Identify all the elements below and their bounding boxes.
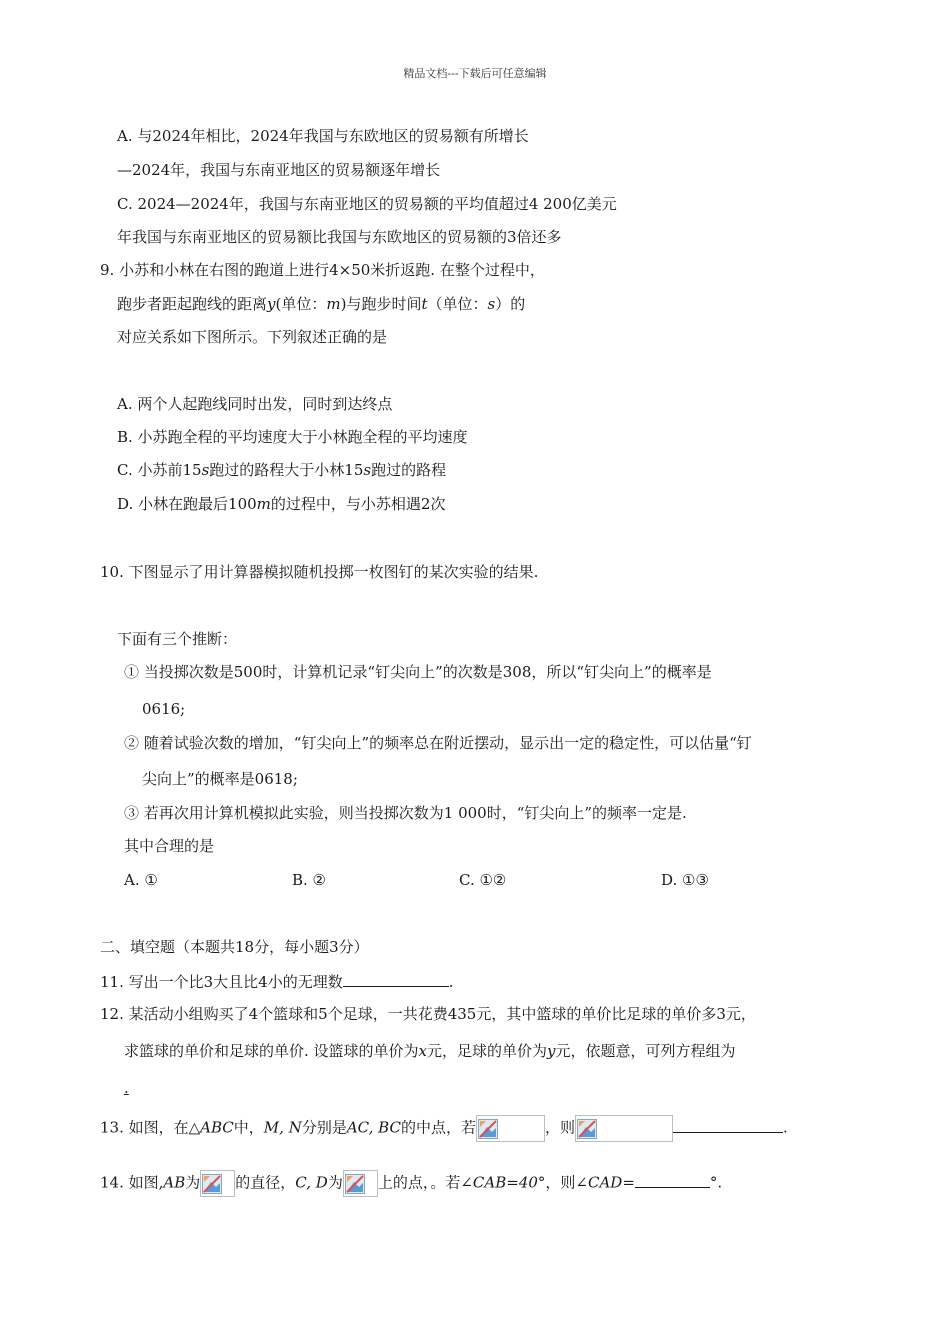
q12-l2-c: 元，依题意，可列方程组为	[555, 1042, 736, 1060]
broken-image-icon	[202, 1174, 222, 1194]
q13-triangle: △ABC	[188, 1118, 234, 1137]
broken-image-icon	[577, 1119, 597, 1139]
q13-a: 13. 如图，在	[100, 1118, 189, 1137]
page-header: 精品文档---下载后可任意编辑	[403, 67, 547, 80]
q13-formula-image-2	[575, 1115, 673, 1142]
q9-opt-d-1: D. 小林在跑最后100	[117, 495, 257, 513]
q8-option-a: A. 与2024年相比，2024年我国与东欧地区的贸易额有所增长	[117, 127, 529, 145]
q10-statement-2a: ② 随着试验次数的增加，“钉尖向上”的频率总在附近摆动，显示出一定的稳定性，可以估量“钉	[124, 734, 752, 752]
q14-angle-cad: ∠CAD=	[575, 1173, 635, 1192]
q14-f: ，则	[545, 1173, 576, 1192]
q11-answer-blank	[343, 970, 449, 987]
q13-formula-image-1	[476, 1115, 545, 1142]
q12-line2	[124, 1041, 736, 1061]
q9-option-d	[117, 494, 445, 514]
q13-e: ，则	[544, 1118, 575, 1137]
q10-statement-3: ③ 若再次用计算机模拟此实验，则当投掷次数为1 000时，“钉尖向上”的频率一定是.	[124, 804, 687, 822]
q9-option-c	[117, 460, 446, 480]
q8-option-c: C. 2024—2024年，我国与东南亚地区的贸易额的平均值超过4 200亿美元	[117, 195, 617, 213]
q14-g: °.	[709, 1173, 723, 1192]
q9-option-a: A. 两个人起跑线同时出发，同时到达终点	[117, 395, 393, 413]
q10-statement-1b: 0616;	[142, 700, 186, 718]
q13-acbc: AC, BC	[346, 1118, 401, 1137]
q14-a: 14. 如图,	[100, 1173, 164, 1192]
q9-stem2-c: )与跑步时间	[340, 295, 422, 313]
q9-opt-c-2: 跑过的路程大于小林15	[209, 461, 364, 479]
q9-opt-d-2: 的过程中，与小苏相遇2次	[270, 495, 446, 513]
q14-angle-cab: ∠CAB=40°	[460, 1173, 546, 1192]
q13-mn: M, N	[263, 1118, 302, 1137]
q9-stem2-d: （单位：	[427, 295, 488, 313]
q9-stem2-a: 跑步者距起跑线的距离	[117, 295, 268, 313]
q12-line1: 12. 某活动小组购买了4个篮球和5个足球，一共花费435元，其中篮球的单价比足球的单价多3元，	[100, 1005, 756, 1023]
q10-option-b: B. ②	[292, 871, 327, 889]
q11-end: .	[448, 973, 454, 991]
q10-stem: 10. 下图显示了用计算器模拟随机投掷一枚图钉的某次实验的结果.	[100, 563, 539, 581]
q12-var-y: y	[547, 1042, 556, 1060]
q12-var-x: x	[418, 1042, 428, 1060]
q14	[100, 1170, 722, 1197]
q13-end: .	[782, 1118, 788, 1137]
q14-c: 的直径，	[235, 1173, 296, 1192]
q12-l2-a: 求篮球的单价和足球的单价. 设篮球的单价为	[124, 1042, 419, 1060]
q9-option-b: B. 小苏跑全程的平均速度大于小林跑全程的平均速度	[117, 428, 468, 446]
q9-stem2-b: (单位：	[275, 295, 327, 313]
q9-stem-line1: 9. 小苏和小林在右图的跑道上进行4×50米折返跑. 在整个过程中，	[100, 261, 545, 279]
q9-opt-c-1: C. 小苏前15	[117, 461, 202, 479]
q10-which: 其中合理的是	[124, 837, 215, 855]
q8-option-b: —2024年，我国与东南亚地区的贸易额逐年增长	[117, 161, 441, 179]
broken-image-icon	[345, 1174, 365, 1194]
q9-var-t: t	[421, 295, 428, 313]
q14-b: 为	[185, 1173, 201, 1192]
section-title: 二、填空题（本题共18分，每小题3分）	[100, 938, 369, 956]
q12-l2-b: 元，足球的单价为	[427, 1042, 548, 1060]
q8-option-d: 年我国与东南亚地区的贸易额比我国与东欧地区的贸易额的3倍还多	[117, 228, 562, 246]
q13-c: 分别是	[301, 1118, 347, 1137]
q10-option-a: A. ①	[124, 871, 158, 889]
q11	[100, 970, 454, 992]
q10-statement-1a: ① 当投掷次数是500时，计算机记录“钉尖向上”的次数是308，所以“钉尖向上”的概率是	[124, 663, 712, 681]
q13-answer-blank	[673, 1116, 783, 1133]
q9-unit-m: m	[326, 295, 341, 313]
q11-text: 11. 写出一个比3大且比4小的无理数	[100, 973, 343, 991]
q9-opt-c-unit1: s	[201, 461, 210, 479]
q9-stem-line2	[117, 294, 525, 314]
q9-opt-c-3: 跑过的路程	[371, 461, 447, 479]
broken-image-icon	[478, 1119, 498, 1139]
q10-intro: 下面有三个推断：	[117, 630, 238, 648]
q9-unit-s: s	[487, 295, 496, 313]
q14-ab: AB	[163, 1173, 186, 1192]
q14-cd: C, D	[295, 1173, 328, 1192]
q10-option-c: C. ①②	[459, 871, 507, 889]
q10-statement-2b: 尖向上”的概率是0618;	[142, 770, 298, 788]
q9-var-y: y	[267, 295, 276, 313]
q14-circle-image-2	[343, 1170, 378, 1197]
q14-d: 为	[327, 1173, 343, 1192]
q10-option-d: D. ①③	[661, 871, 709, 889]
q9-opt-c-unit2: s	[363, 461, 372, 479]
q14-e: 上的点，。若	[377, 1173, 461, 1192]
q9-stem-line3: 对应关系如下图所示。下列叙述正确的是	[117, 328, 388, 346]
q13-d: 的中点，若	[400, 1118, 476, 1137]
q12-answer-line: .	[124, 1079, 129, 1097]
q9-stem2-e: ）的	[495, 295, 526, 313]
q14-circle-image-1	[200, 1170, 235, 1197]
q13	[100, 1115, 788, 1142]
q14-answer-blank	[635, 1171, 710, 1188]
q9-opt-d-unit: m	[256, 495, 271, 513]
q13-b: 中，	[233, 1118, 264, 1137]
